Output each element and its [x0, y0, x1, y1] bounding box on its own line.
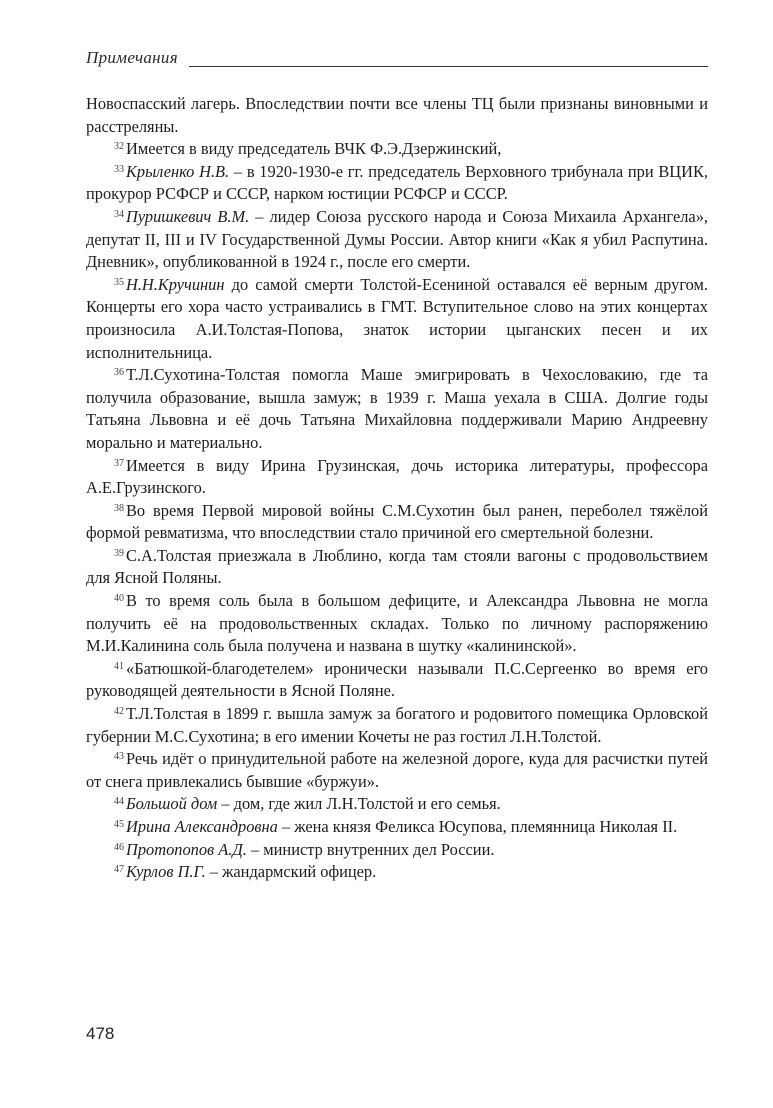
note-text: С.А.Толстая приезжала в Люблино, когда там стояли вагоны с продовольствием для Ясной Поляны.	[86, 545, 708, 588]
note-text: до самой смерти Толстой-Есениной оставался её верным другом. Концерты его хора часто устраивались в ГМТ. Вступительное слово на этих концертах произносила А.И.Толстая-Попова, знаток истории цыганских песен и их исполнительница.	[86, 274, 708, 362]
note-number: 45	[114, 819, 124, 830]
header-title: Примечания	[86, 48, 178, 67]
note-45	[86, 816, 708, 839]
note-33	[86, 161, 708, 206]
note-text: Во время Первой мировой войны С.М.Сухотин был ранен, переболел тяжёлой формой ревматизма, что впоследствии стало причиной его смертельной болезни.	[86, 500, 708, 543]
note-text: «Батюшкой-благодетелем» иронически называли П.С.Сергеенко во время его руководящей деятельности в Ясной Поляне.	[86, 658, 708, 701]
running-header	[86, 48, 708, 68]
note-text: Имеется в виду Ирина Грузинская, дочь историка литературы, профессора А.Е.Грузинского.	[86, 455, 708, 498]
note-text: Т.Л.Сухотина-Толстая помогла Маше эмигрировать в Чехословакию, где та получила образование, вышла замуж; в 1939 г. Маша уехала в США. Долгие годы Татьяна Львовна и её дочь Татьяна Михайловна поддерживали Марию Андреевну морально и материально.	[86, 365, 708, 452]
note-number: 37	[114, 457, 124, 469]
note-lead: Протопопов А.Д.	[126, 839, 247, 859]
note-text: – дом, где жил Л.Н.Толстой и его семья.	[217, 794, 501, 814]
note-number: 34	[114, 208, 124, 220]
note-43	[86, 748, 708, 793]
note-number: 47	[114, 864, 124, 876]
note-46	[86, 839, 708, 862]
note-text: Новоспасский лагерь. Впоследствии почти все члены ТЦ были признаны виновными и расстреляны.	[86, 94, 708, 136]
note-number: 36	[114, 367, 124, 379]
note-text: – в 1920-1930-е гг. председатель Верховного трибунала при ВЦИК, прокурор РСФСР и СССР, нарком юстиции РСФСР и СССР.	[86, 161, 708, 204]
note-number: 32	[114, 141, 124, 153]
note-lead: Большой дом	[126, 794, 218, 814]
note-number: 41	[114, 660, 124, 672]
note-35	[86, 274, 708, 364]
note-37	[86, 455, 708, 500]
note-44	[86, 793, 708, 816]
note-text: – министр внутренних дел России.	[246, 839, 495, 859]
note-number: 42	[114, 706, 124, 718]
note-40	[86, 590, 708, 658]
note-47	[86, 861, 708, 884]
note-36	[86, 364, 708, 454]
note-lead: Ирина Александровна	[126, 817, 278, 836]
note-number: 40	[114, 593, 124, 605]
note-text: – жена князя Феликса Юсупова, племянница Николая II.	[277, 817, 678, 836]
note-number: 33	[114, 163, 124, 175]
note-42	[86, 703, 708, 748]
note-text: В то время соль была в большом дефиците, и Александра Львовна не могла получить её на продовольственных складах. Только по личному распоряжению М.И.Калинина соль была получена и названа в шутку «калининской».	[86, 591, 708, 656]
note-lead: Пуришкевич В.М.	[126, 206, 250, 226]
note-lead: Курлов П.Г.	[126, 862, 206, 882]
note-number: 35	[114, 276, 124, 288]
note-number: 46	[114, 841, 124, 853]
note-lead: Н.Н.Кручинин	[126, 274, 225, 294]
note-continuation	[86, 93, 708, 138]
note-text: Т.Л.Толстая в 1899 г. вышла замуж за богатого и родовитого помещика Орловской губернии М.С.Сухотина; в его имении Кочеты не раз гостил Л.Н.Толстой.	[86, 704, 708, 746]
header-rule	[189, 66, 708, 67]
notes-body	[86, 93, 708, 884]
note-38	[86, 500, 708, 545]
note-number: 44	[114, 796, 124, 808]
note-41	[86, 658, 708, 703]
note-number: 39	[114, 547, 124, 559]
note-number: 38	[114, 502, 124, 514]
note-text: – жандармский офицер.	[205, 862, 377, 882]
note-text: Имеется в виду председатель ВЧК Ф.Э.Дзержинский,	[126, 139, 502, 159]
note-32	[86, 138, 708, 161]
note-number: 43	[114, 751, 124, 763]
note-text: Речь идёт о принудительной работе на железной дороге, куда для расчистки путей от снега привлекались бывшие «буржуи».	[86, 749, 708, 791]
note-34	[86, 206, 708, 274]
note-lead: Крыленко Н.В.	[126, 161, 230, 181]
page-number: 478	[86, 1024, 115, 1043]
note-39	[86, 545, 708, 590]
note-text: – лидер Союза русского народа и Союза Михаила Архангела», депутат II, III и IV Государственной Думы России. Автор книги «Как я убил Распутина. Дневник», опубликованной в 1924 г., после его смерти.	[86, 206, 709, 272]
